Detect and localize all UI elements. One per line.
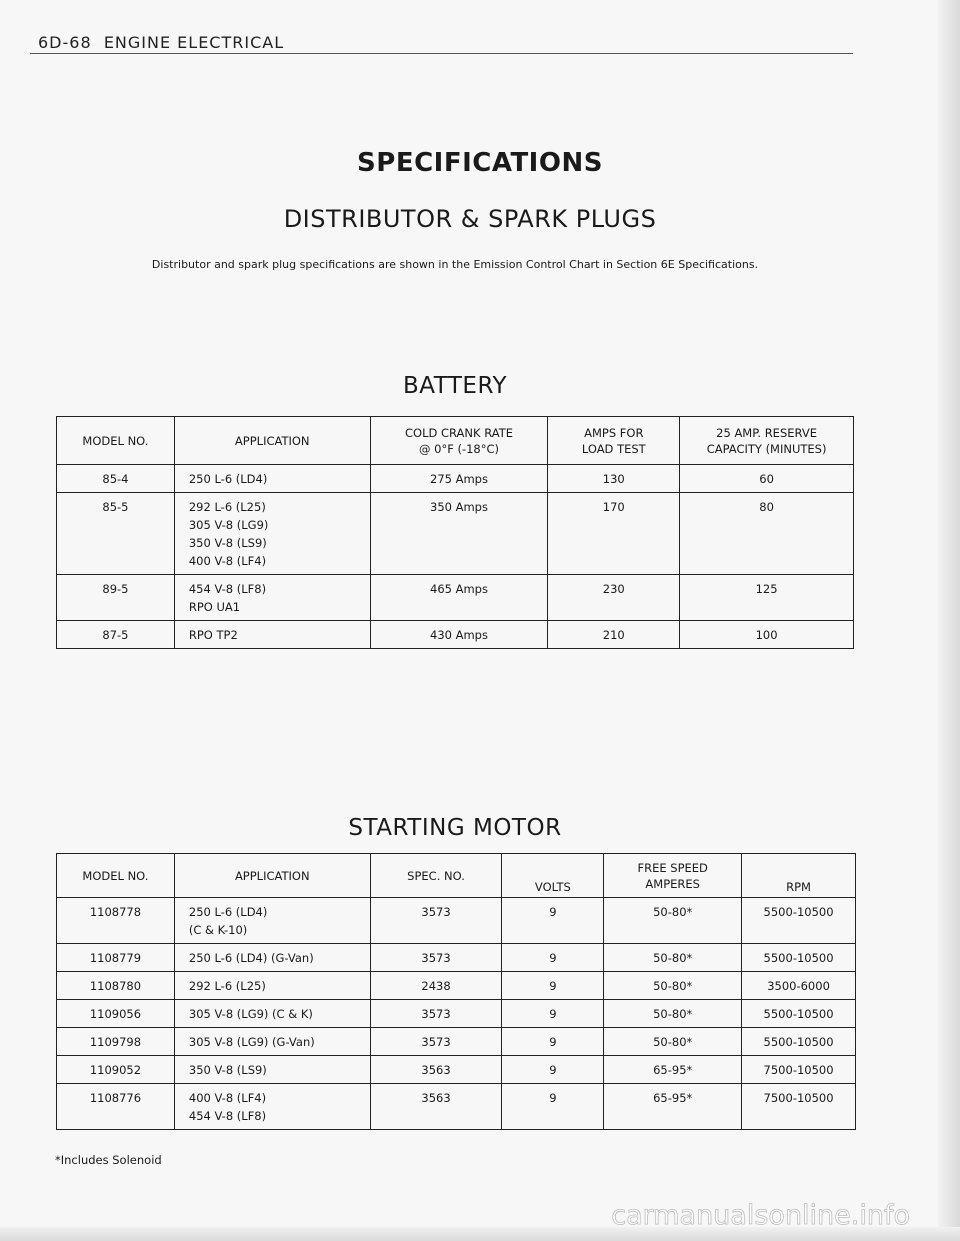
application-line: 350 V-8 (LS9) [188,536,267,550]
application-cell [174,575,370,621]
col-cold-crank-line1: COLD CRANK RATE [404,425,513,440]
amps-cell: 50-80* [604,1028,742,1056]
table-row [57,944,856,972]
rpm-cell: 7500-10500 [742,1084,856,1130]
application-cell [174,621,370,649]
rpm-cell: 5500-10500 [742,1028,856,1056]
reserve-cell: 100 [680,621,854,649]
volts-cell: 9 [502,972,604,1000]
model-cell: 85-4 [57,465,175,493]
application-cell [174,972,370,1000]
table-row [57,621,854,649]
application-line: (C & K-10) [188,923,248,937]
spec-cell: 3573 [370,898,502,944]
table-row [57,1028,856,1056]
rpm-cell: 3500-6000 [742,972,856,1000]
load-cell: 130 [548,465,680,493]
col-application: APPLICATION [174,854,370,898]
model-cell: 1109052 [57,1056,175,1084]
col-spec-no: SPEC. NO. [370,854,502,898]
application-line: 350 V-8 (LS9) [188,1063,267,1077]
spec-cell: 3563 [370,1056,502,1084]
rpm-cell: 7500-10500 [742,1056,856,1084]
amps-cell: 50-80* [604,1000,742,1028]
col-reserve-line2: CAPACITY (MINUTES) [706,441,827,456]
battery-title: BATTERY [402,373,507,399]
amps-cell: 50-80* [604,972,742,1000]
col-free-speed-line1: FREE SPEED [637,860,708,875]
table-row [57,465,854,493]
model-cell: 87-5 [57,621,175,649]
page-subtitle: DISTRIBUTOR & SPARK PLUGS [283,205,657,233]
application-cell [174,898,370,944]
application-cell [174,1028,370,1056]
application-cell [174,1000,370,1028]
page-header [38,33,284,52]
amps-cell: 65-95* [604,1084,742,1130]
col-volts: VOLTS [502,854,604,898]
application-line: 305 V-8 (LG9) (G-Van) [188,1035,315,1049]
application-cell [174,1084,370,1130]
load-cell: 230 [548,575,680,621]
table-row [57,1084,856,1130]
col-cold-crank-line2: @ 0°F (-18°C) [418,441,499,456]
application-line: 454 V-8 (LF8) [188,582,267,596]
amps-cell: 50-80* [604,898,742,944]
spec-cell: 3563 [370,1084,502,1130]
application-line: 292 L-6 (L25) [188,979,266,993]
application-line: 250 L-6 (LD4) [188,905,268,919]
model-cell: 1108780 [57,972,175,1000]
col-model: MODEL NO. [57,854,175,898]
spec-cell: 3573 [370,1028,502,1056]
page-edge-shadow [938,0,960,1241]
table-row [57,575,854,621]
reserve-cell: 80 [680,493,854,575]
header-rule [30,53,853,54]
application-line: 292 L-6 (L25) [188,500,266,514]
crank-cell: 430 Amps [370,621,548,649]
reserve-cell: 125 [680,575,854,621]
battery-header-row [57,417,854,465]
model-cell: 1109056 [57,1000,175,1028]
volts-cell: 9 [502,1028,604,1056]
model-cell: 1109798 [57,1028,175,1056]
application-line: 400 V-8 (LF4) [188,1091,267,1105]
col-application: APPLICATION [174,417,370,465]
col-model: MODEL NO. [57,417,175,465]
battery-table [56,416,854,649]
rpm-cell: 5500-10500 [742,1000,856,1028]
spec-cell: 3573 [370,1000,502,1028]
rpm-cell: 5500-10500 [742,898,856,944]
rpm-cell: 5500-10500 [742,944,856,972]
col-free-speed-line2: AMPERES [645,876,700,891]
motor-header-row [57,854,856,898]
table-row [57,1056,856,1084]
application-cell [174,493,370,575]
starting-motor-title: STARTING MOTOR [348,815,562,841]
crank-cell: 465 Amps [370,575,548,621]
section-name: ENGINE ELECTRICAL [103,33,285,52]
model-cell: 1108776 [57,1084,175,1130]
col-free-speed [604,854,742,898]
volts-cell: 9 [502,1084,604,1130]
reserve-cell: 60 [680,465,854,493]
watermark-text: carmanualsonline.info [611,1200,910,1231]
application-line: RPO UA1 [188,600,241,614]
distributor-note: Distributor and spark plug specifications are shown in the Emission Control Chart in Section 6E Specifications. [151,258,759,271]
amps-cell: 50-80* [604,944,742,972]
col-cold-crank [370,417,548,465]
col-reserve [680,417,854,465]
col-rpm: RPM [742,854,856,898]
application-line: 305 V-8 (LG9) (C & K) [188,1007,313,1021]
volts-cell: 9 [502,898,604,944]
page-ref: 6D-68 [38,33,92,52]
application-cell [174,465,370,493]
model-cell: 85-5 [57,493,175,575]
application-cell [174,1056,370,1084]
starting-motor-table [56,853,856,1130]
table-row [57,493,854,575]
page-title: SPECIFICATIONS [357,148,603,178]
crank-cell: 350 Amps [370,493,548,575]
footnote: *Includes Solenoid [55,1153,162,1167]
application-line: RPO TP2 [188,628,238,642]
load-cell: 210 [548,621,680,649]
table-row [57,1000,856,1028]
amps-cell: 65-95* [604,1056,742,1084]
col-load-test-line1: AMPS FOR [584,425,644,440]
model-cell: 1108778 [57,898,175,944]
col-reserve-line1: 25 AMP. RESERVE [716,425,818,440]
application-line: 250 L-6 (LD4) (G-Van) [188,951,314,965]
col-load-test-line2: LOAD TEST [581,441,646,456]
table-row [57,898,856,944]
application-line: 305 V-8 (LG9) [188,518,269,532]
watermark-logo [525,1198,910,1232]
application-line: 400 V-8 (LF4) [188,554,267,568]
table-row [57,972,856,1000]
spec-cell: 2438 [370,972,502,1000]
model-cell: 89-5 [57,575,175,621]
model-cell: 1108779 [57,944,175,972]
volts-cell: 9 [502,1056,604,1084]
application-line: 454 V-8 (LF8) [188,1109,267,1123]
col-load-test [548,417,680,465]
load-cell: 170 [548,493,680,575]
application-cell [174,944,370,972]
volts-cell: 9 [502,944,604,972]
crank-cell: 275 Amps [370,465,548,493]
application-line: 250 L-6 (LD4) [188,472,268,486]
volts-cell: 9 [502,1000,604,1028]
spec-cell: 3573 [370,944,502,972]
